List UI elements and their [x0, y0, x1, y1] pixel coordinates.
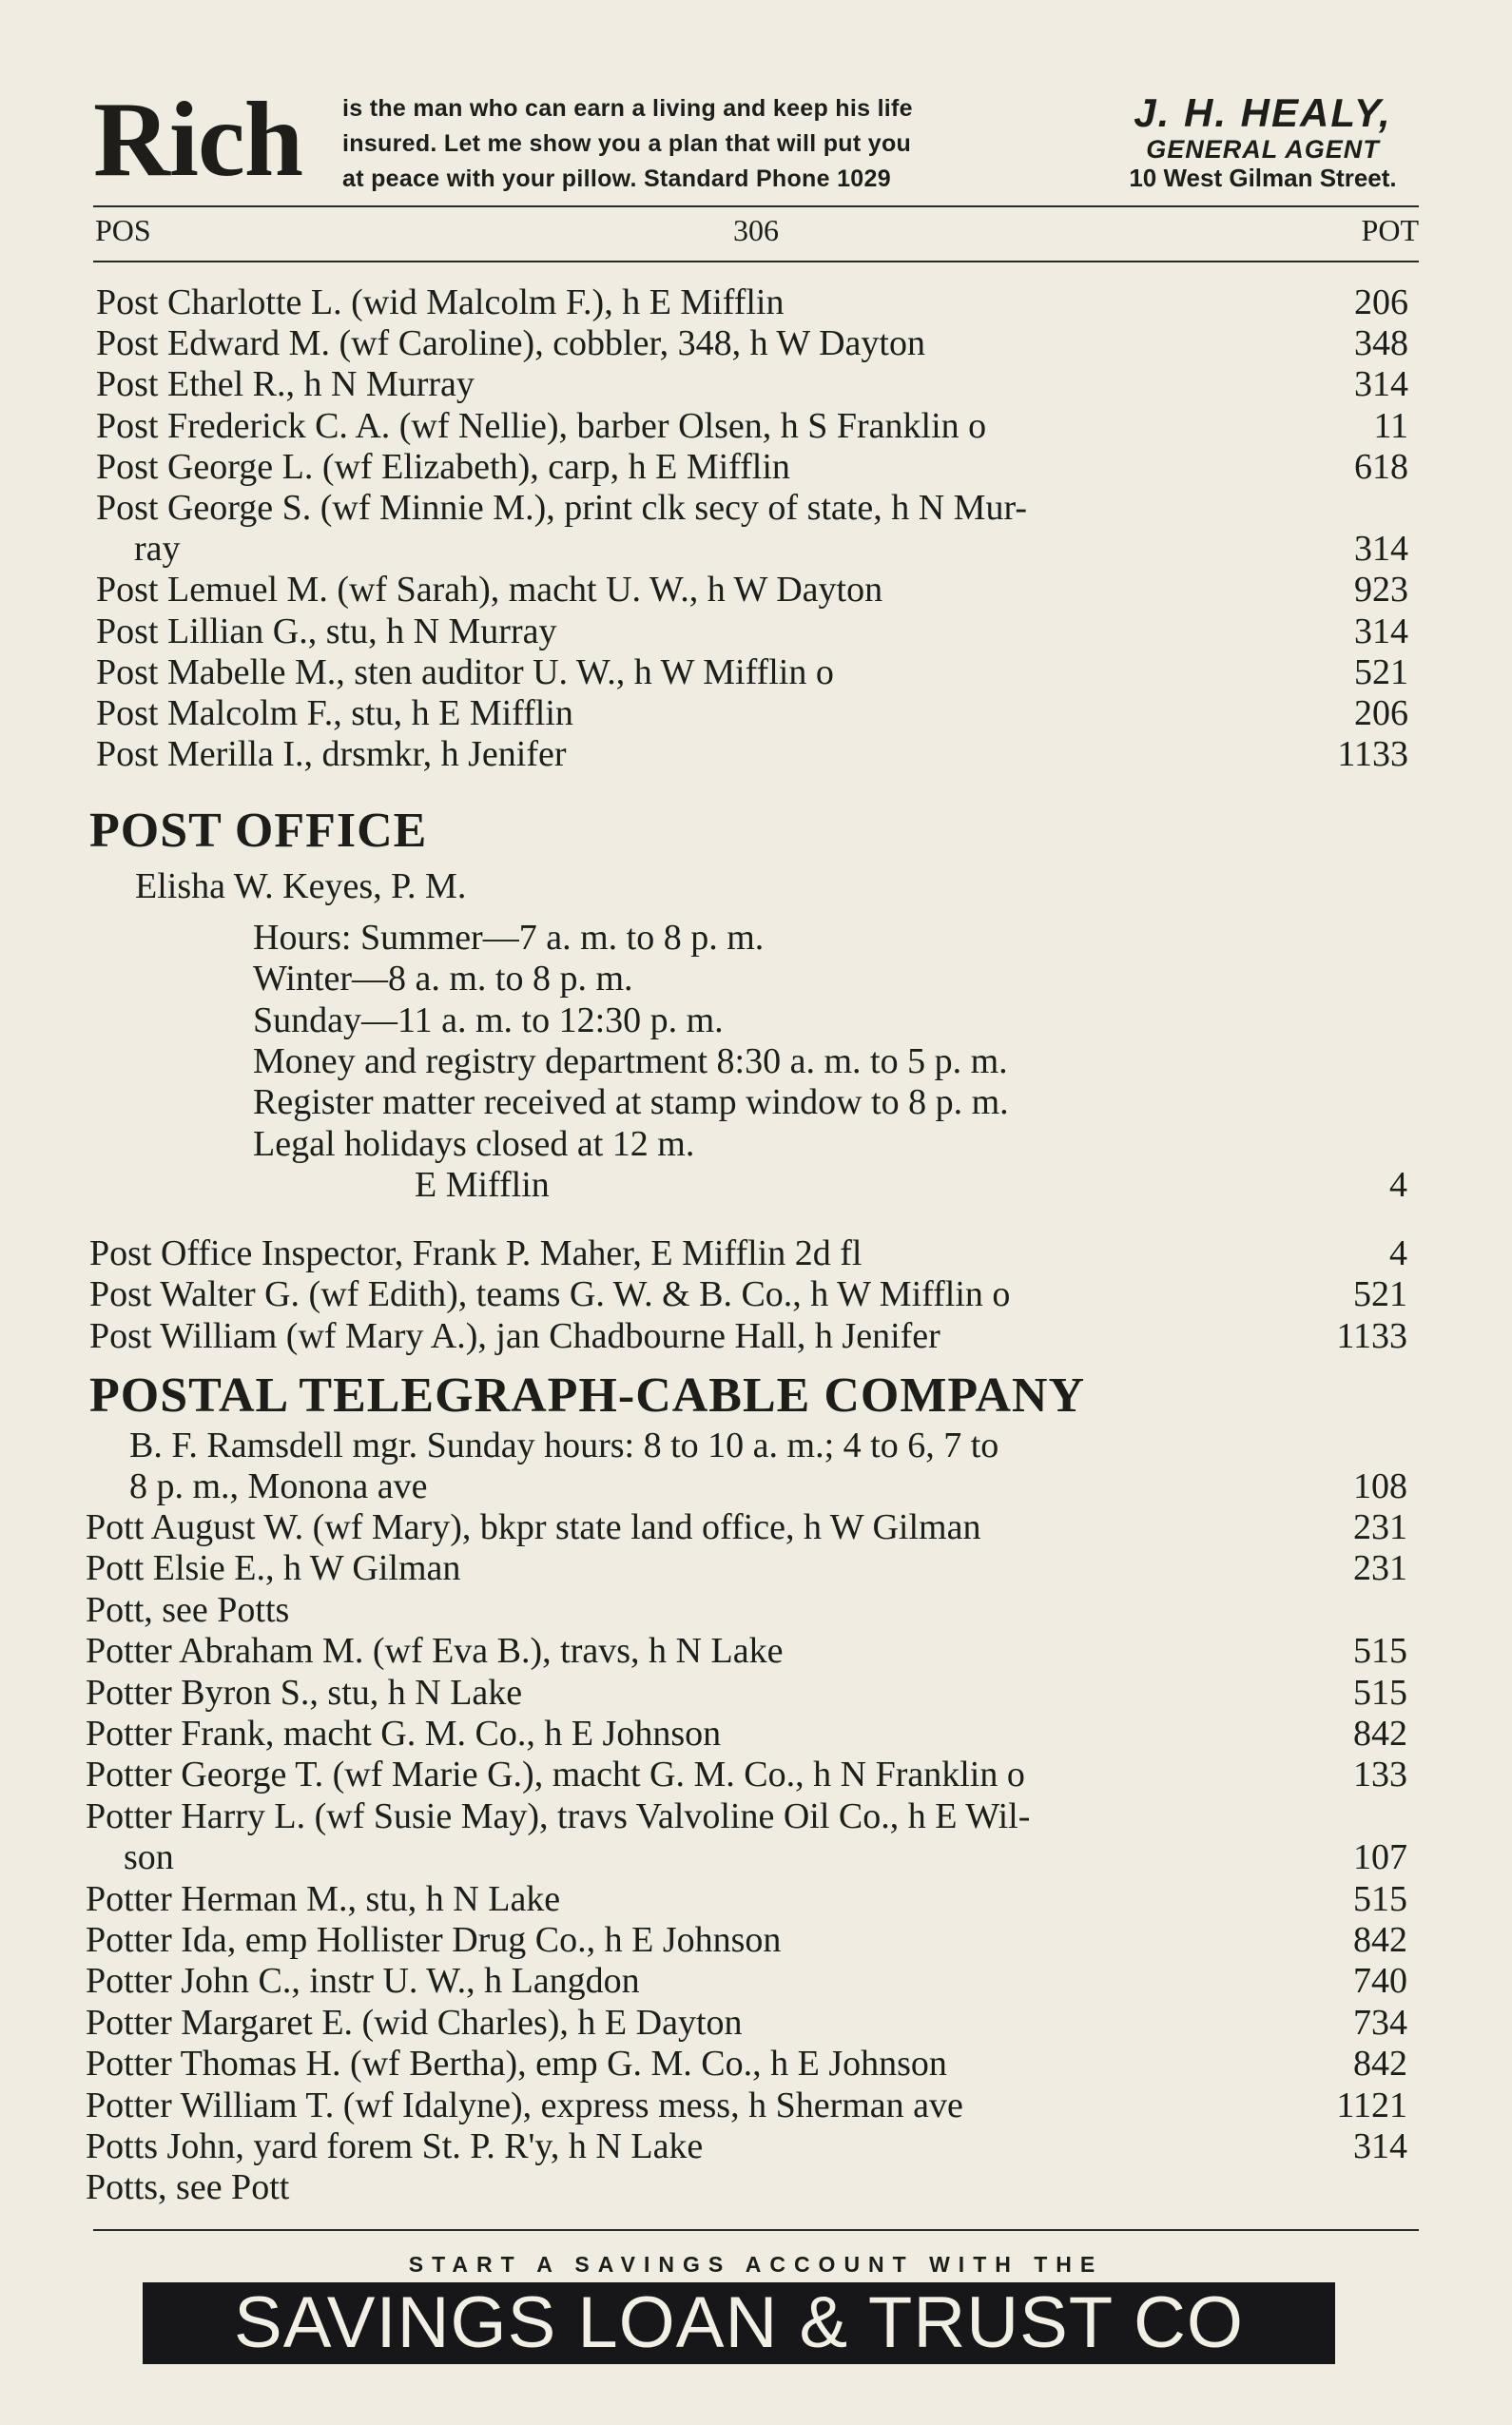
entry-house-number: 314: [1353, 2126, 1407, 2166]
footer-rule: [93, 2229, 1419, 2231]
directory-entry: [86, 1672, 1407, 1714]
hours-line: [253, 917, 1299, 959]
directory-entry: [86, 1919, 1407, 1961]
directory-entry: [96, 528, 1408, 570]
entry-text: Pott Elsie E., h W Gilman: [86, 1548, 461, 1589]
guide-word-left: POS: [95, 213, 151, 247]
directory-entry: [96, 569, 1408, 611]
entry-text: Post Lemuel M. (wf Sarah), macht U. W., h W Dayton: [96, 570, 883, 611]
section-heading-post-office: POST OFFICE: [89, 804, 428, 858]
directory-entry: [89, 1232, 1407, 1274]
hours-line: [253, 1123, 1299, 1165]
entry-text: Post George L. (wf Elizabeth), carp, h E Mifflin: [96, 446, 790, 487]
entry-text: Potter Frank, macht G. M. Co., h E Johnson: [86, 1714, 722, 1754]
entry-house-number: 734: [1353, 2002, 1407, 2043]
hours-text: Money and registry department 8:30 a. m. to 5 p. m.: [253, 1040, 1008, 1081]
ad-agent-address: 10 West Gilman Street.: [1129, 164, 1397, 192]
directory-entry: [86, 2002, 1407, 2044]
directory-entry: [96, 692, 1408, 734]
ad-text-line: is the man who can earn a living and keep his life: [342, 95, 913, 122]
entry-text: Post William (wf Mary A.), jan Chadbourne Hall, h Jenifer: [89, 1315, 940, 1356]
hours-text: Hours: Summer—7 a. m. to 8 p. m.: [253, 918, 765, 958]
entry-text: Post Lillian G., stu, h N Murray: [96, 611, 557, 651]
entry-house-number: 618: [1354, 446, 1408, 487]
entry-text: Potter John C., instr U. W., h Langdon: [86, 1961, 640, 2002]
bottom-ad-tagline: START A SAVINGS ACCOUNT WITH THE: [408, 2252, 1104, 2277]
hours-text: Register matter received at stamp window to 8 p. m.: [253, 1082, 1009, 1123]
directory-entry: [86, 1960, 1407, 2002]
entry-text: Potter Byron S., stu, h N Lake: [86, 1672, 523, 1713]
directory-entry: [86, 1795, 1407, 1837]
directory-entry: [86, 1547, 1407, 1589]
postal-telegraph-line-2: [129, 1465, 1407, 1507]
hours-line: [253, 999, 1299, 1041]
directory-entry: [86, 1754, 1407, 1795]
ad-agent-name: J. H. HEALY,: [1134, 90, 1392, 135]
entry-house-number: 1133: [1336, 1315, 1407, 1356]
entry-text: Potts, see Pott: [86, 2167, 290, 2208]
entry-house-number: 515: [1353, 1672, 1407, 1713]
entry-text: Post Malcolm F., stu, h E Mifflin: [96, 693, 573, 733]
post-office-location: [93, 1164, 1407, 1206]
entry-text: Potter Margaret E. (wid Charles), h E Dayton: [86, 2002, 743, 2043]
entry-text: ray: [134, 529, 181, 570]
postmaster-text: Elisha W. Keyes, P. M.: [135, 866, 467, 906]
hours-text: Winter—8 a. m. to 8 p. m.: [253, 959, 633, 999]
entry-text: Potter Ida, emp Hollister Drug Co., h E Johnson: [86, 1920, 782, 1960]
directory-entry: [96, 487, 1408, 529]
entry-text: Potter Harry L. (wf Susie May), travs Valvoline Oil Co., h E Wil-: [86, 1795, 1031, 1836]
section-heading-postal-telegraph: POSTAL TELEGRAPH-CABLE COMPANY: [89, 1368, 1085, 1423]
directory-entry: [96, 733, 1408, 775]
entry-house-number: 842: [1353, 1920, 1407, 1960]
running-header: [93, 211, 1419, 249]
guide-word-right: POT: [1361, 213, 1419, 247]
entry-text: Post Frederick C. A. (wf Nellie), barber Olsen, h S Franklin o: [96, 405, 987, 446]
directory-entry: [96, 322, 1408, 364]
postal-telegraph-text-2: 8 p. m., Monona ave: [129, 1466, 428, 1506]
postmaster-line: [135, 865, 1409, 907]
postal-telegraph-text-1: B. F. Ramsdell mgr. Sunday hours: 8 to 10 a. m.; 4 to 6, 7 to: [129, 1426, 999, 1465]
entry-house-number: 842: [1353, 2044, 1407, 2085]
entry-house-number: 515: [1353, 1631, 1407, 1672]
entry-text: Pott August W. (wf Mary), bkpr state land office, h W Gilman: [86, 1507, 981, 1547]
directory-entry: [86, 1713, 1407, 1755]
entry-house-number: 348: [1354, 323, 1408, 364]
directory-entry: [96, 405, 1408, 447]
entry-house-number: 107: [1353, 1837, 1407, 1878]
bottom-ad-banner: SAVINGS LOAN & TRUST CO: [143, 2282, 1335, 2364]
directory-entry: [86, 2166, 1407, 2208]
ad-agent-title: GENERAL AGENT: [1146, 135, 1380, 164]
hours-line: [253, 1040, 1299, 1082]
hours-text: Legal holidays closed at 12 m.: [253, 1123, 695, 1164]
entry-house-number: 1121: [1336, 2085, 1407, 2125]
entry-house-number: 231: [1353, 1507, 1407, 1547]
entry-text: Potter Thomas H. (wf Bertha), emp G. M. Co., h E Johnson: [86, 2044, 947, 2085]
entry-text: Potter Abraham M. (wf Eva B.), travs, h N Lake: [86, 1631, 784, 1672]
entry-house-number: 923: [1354, 570, 1408, 611]
ad-agent-block: [1073, 91, 1453, 192]
entry-house-number: 515: [1353, 1878, 1407, 1919]
entry-house-number: 206: [1354, 282, 1408, 322]
entry-text: son: [124, 1837, 174, 1878]
entry-text: Post Mabelle M., sten auditor U. W., h W Mifflin o: [96, 651, 834, 692]
directory-entry: [96, 281, 1408, 323]
directory-entry: [86, 1506, 1407, 1548]
entry-text: Potter William T. (wf Idalyne), express mess, h Sherman ave: [86, 2085, 963, 2125]
entry-text: Post George S. (wf Minnie M.), print clk secy of state, h N Mur-: [96, 488, 1028, 528]
entry-house-number: 1133: [1337, 734, 1408, 775]
post-office-location-num: 4: [1389, 1165, 1407, 1205]
entry-text: Potter George T. (wf Marie G.), macht G. M. Co., h N Franklin o: [86, 1755, 1025, 1795]
directory-entry: [96, 446, 1408, 488]
postal-telegraph-num: 108: [1353, 1466, 1407, 1506]
entry-house-number: 521: [1353, 1274, 1407, 1315]
entry-text: Potts John, yard forem St. P. R'y, h N Lake: [86, 2126, 704, 2166]
directory-entry: [96, 611, 1408, 652]
entry-house-number: 4: [1389, 1233, 1407, 1273]
entry-text: Post Charlotte L. (wid Malcolm F.), h E Mifflin: [96, 282, 785, 322]
entry-text: Post Walter G. (wf Edith), teams G. W. & B. Co., h W Mifflin o: [89, 1274, 1011, 1315]
entry-house-number: 740: [1353, 1961, 1407, 2002]
top-advertisement: [93, 81, 1425, 199]
entry-house-number: 842: [1353, 1714, 1407, 1754]
page-number: 306: [733, 213, 779, 247]
ad-text: [342, 91, 1141, 197]
directory-entry: [86, 1630, 1407, 1672]
ad-rich-word: Rich: [93, 81, 302, 199]
entry-house-number: 314: [1354, 529, 1408, 570]
postal-telegraph-line-1: [129, 1425, 1328, 1466]
entry-house-number: 11: [1373, 405, 1408, 446]
header-top-rule: [93, 205, 1419, 207]
directory-entry: [89, 1315, 1407, 1357]
directory-entry: [86, 1589, 1407, 1631]
post-office-location-text: E Mifflin: [415, 1165, 550, 1205]
entry-house-number: 314: [1354, 611, 1408, 651]
directory-entry: [96, 651, 1408, 693]
ad-text-line: at peace with your pillow. Standard Phone 1029: [342, 165, 891, 192]
directory-entry: [86, 1836, 1407, 1878]
hours-text: Sunday—11 a. m. to 12:30 p. m.: [253, 999, 724, 1040]
entry-text: Post Edward M. (wf Caroline), cobbler, 348, h W Dayton: [96, 323, 925, 364]
entry-house-number: 206: [1354, 693, 1408, 733]
directory-entry: [86, 1878, 1407, 1920]
entry-house-number: 314: [1354, 364, 1408, 405]
hours-line: [253, 1081, 1299, 1123]
directory-entry: [86, 2043, 1407, 2085]
entry-house-number: 231: [1353, 1548, 1407, 1589]
directory-entry: [86, 2085, 1407, 2126]
entry-house-number: 133: [1353, 1755, 1407, 1795]
directory-entry: [89, 1273, 1407, 1315]
ad-text-line: insured. Let me show you a plan that will put you: [342, 130, 912, 157]
directory-entry: [96, 363, 1408, 405]
entry-text: Pott, see Potts: [86, 1589, 290, 1630]
hours-line: [253, 958, 1299, 999]
entry-text: Potter Herman M., stu, h N Lake: [86, 1878, 561, 1919]
entry-text: Post Merilla I., drsmkr, h Jenifer: [96, 734, 567, 775]
entry-text: Post Office Inspector, Frank P. Maher, E Mifflin 2d fl: [89, 1233, 863, 1273]
directory-entry: [86, 2125, 1407, 2167]
entry-text: Post Ethel R., h N Murray: [96, 364, 475, 405]
entry-house-number: 521: [1354, 651, 1408, 692]
header-bottom-rule: [93, 261, 1419, 262]
